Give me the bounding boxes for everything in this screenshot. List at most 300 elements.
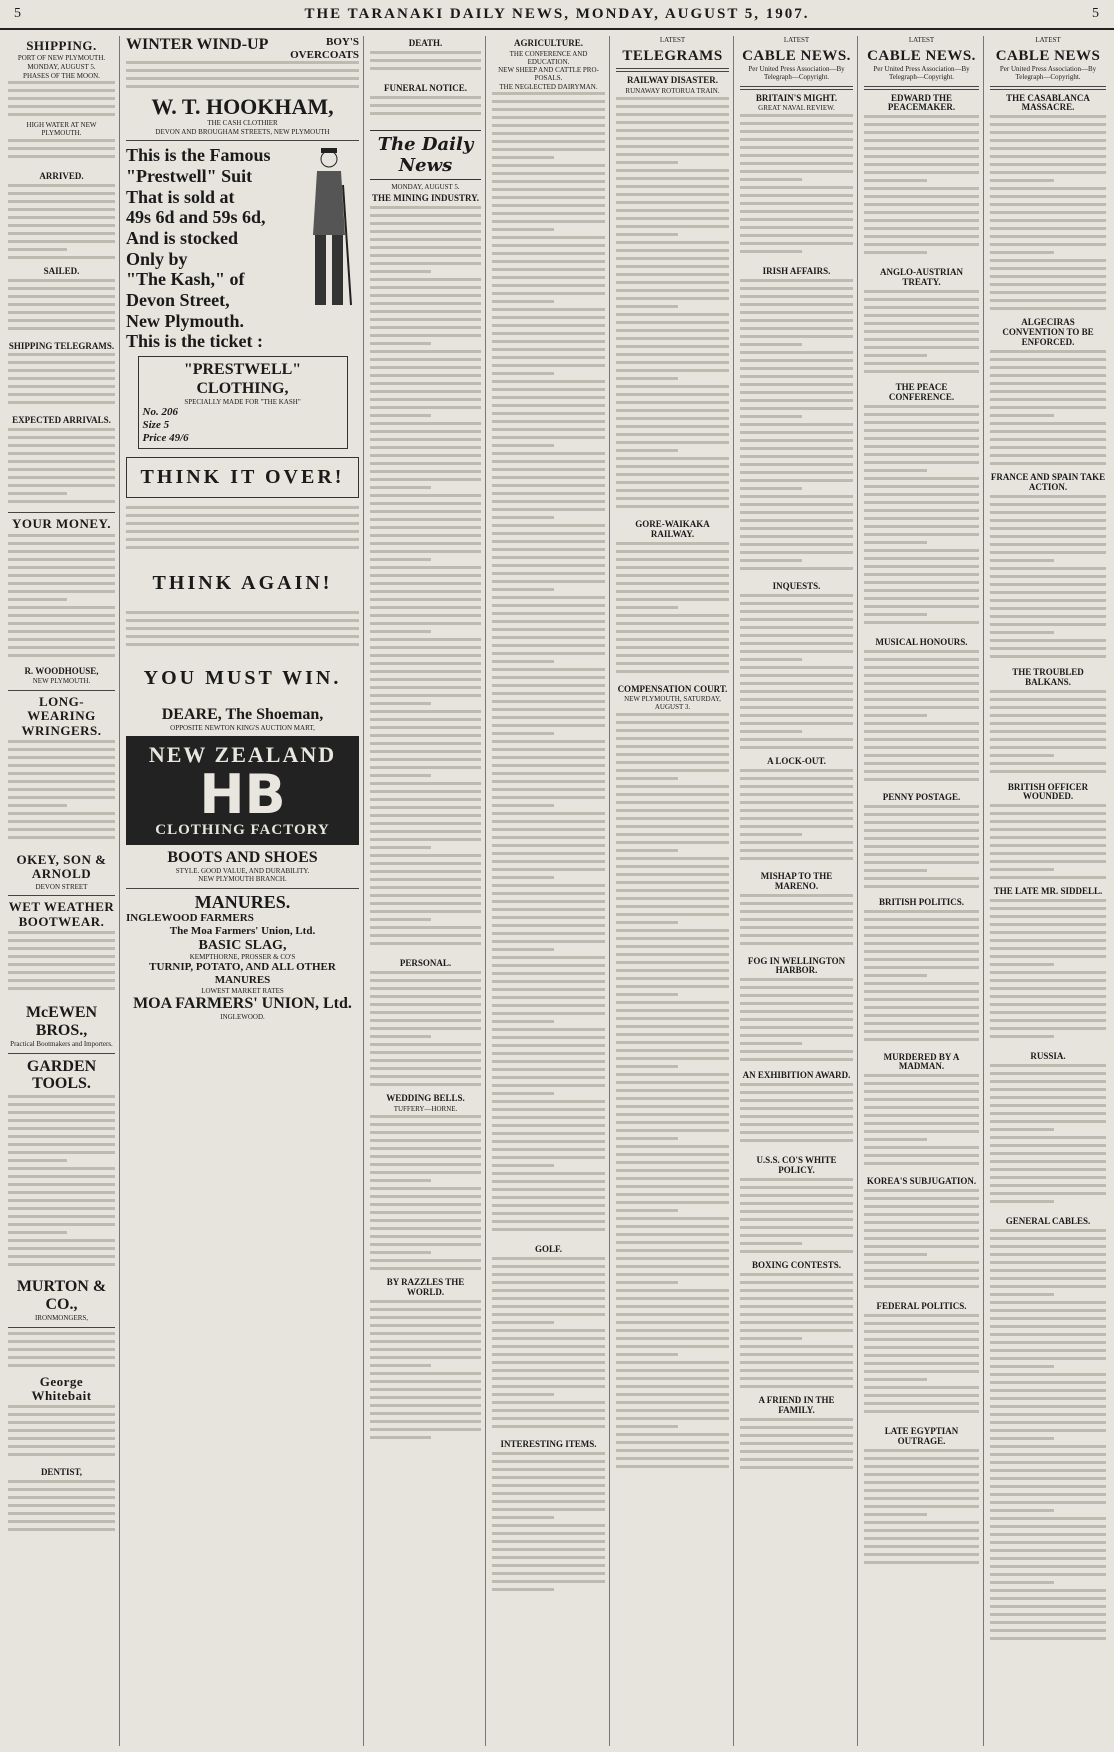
text-line-texture	[864, 421, 979, 424]
text-line-texture	[370, 542, 481, 545]
text-line-texture	[616, 1441, 729, 1444]
text-line-texture	[8, 327, 115, 330]
text-line-texture	[492, 828, 605, 831]
text-line-texture	[492, 460, 605, 463]
text-line-texture	[990, 754, 1054, 757]
text-line-texture	[616, 1185, 729, 1188]
text-line-texture	[370, 1251, 431, 1254]
text-line-texture	[990, 947, 1106, 950]
text-line-texture	[126, 85, 359, 88]
federal-heading: FEDERAL POLITICS.	[876, 1301, 967, 1312]
prestwell-line: New Plymouth.	[126, 310, 244, 331]
text-line-texture	[8, 987, 115, 990]
prestwell-line: And is stocked	[126, 228, 239, 248]
text-line-texture	[126, 514, 359, 517]
text-line-texture	[370, 686, 481, 689]
text-block	[990, 115, 1106, 315]
text-line-texture	[8, 764, 115, 767]
text-block	[8, 353, 115, 413]
text-line-texture	[492, 652, 605, 655]
text-line-texture	[864, 445, 979, 448]
text-line-texture	[492, 1281, 605, 1284]
text-line-texture	[8, 1421, 115, 1424]
text-line-texture	[990, 519, 1106, 522]
text-line-texture	[370, 438, 481, 441]
text-line-texture	[492, 1297, 605, 1300]
text-line-texture	[864, 974, 927, 977]
text-line-texture	[492, 1524, 605, 1527]
text-line-texture	[8, 192, 115, 195]
text-line-texture	[864, 131, 979, 134]
text-line-texture	[492, 180, 605, 183]
text-line-texture	[990, 1325, 1106, 1328]
text-line-texture	[740, 1353, 853, 1356]
text-line-texture	[616, 953, 729, 956]
text-line-texture	[740, 1139, 853, 1142]
text-line-texture	[740, 1273, 853, 1276]
text-line-texture	[370, 995, 481, 998]
text-line-texture	[990, 1357, 1106, 1360]
text-line-texture	[740, 1210, 853, 1213]
text-line-texture	[740, 359, 853, 362]
text-line-texture	[492, 1068, 605, 1071]
french-heading: FRANCE AND SPAIN TAKE ACTION.	[990, 472, 1106, 492]
text-line-texture	[864, 1537, 979, 1540]
text-line-texture	[8, 361, 115, 364]
tag-price: Price 49/6	[142, 431, 189, 444]
text-line-texture	[370, 694, 481, 697]
text-line-texture	[864, 1529, 979, 1532]
text-line-texture	[8, 1223, 115, 1226]
text-line-texture	[864, 770, 979, 773]
text-line-texture	[990, 211, 1106, 214]
text-line-texture	[740, 918, 853, 921]
text-line-texture	[990, 1128, 1054, 1131]
text-line-texture	[492, 428, 605, 431]
text-line-texture	[492, 1305, 605, 1308]
text-block	[990, 804, 1106, 884]
text-line-texture	[492, 1417, 605, 1420]
text-line-texture	[126, 61, 359, 64]
text-line-texture	[616, 1401, 729, 1404]
text-line-texture	[864, 966, 979, 969]
text-line-texture	[990, 235, 1106, 238]
text-line-texture	[864, 597, 979, 600]
text-line-texture	[616, 777, 678, 780]
text-line-texture	[990, 955, 1106, 958]
text-block	[370, 51, 481, 81]
text-line-texture	[616, 1409, 729, 1412]
text-block	[740, 114, 853, 264]
text-line-texture	[616, 1097, 729, 1100]
text-line-texture	[990, 438, 1106, 441]
text-line-texture	[740, 1450, 853, 1453]
text-line-texture	[864, 658, 979, 661]
text-line-texture	[492, 1337, 605, 1340]
text-line-texture	[370, 987, 481, 990]
text-line-texture	[370, 326, 481, 329]
text-line-texture	[8, 550, 115, 553]
text-block	[370, 206, 481, 956]
text-line-texture	[990, 1269, 1106, 1272]
text-line-texture	[740, 910, 853, 913]
text-line-texture	[492, 1108, 605, 1111]
text-line-texture	[740, 934, 853, 937]
text-line-texture	[740, 114, 853, 117]
text-line-texture	[616, 761, 729, 764]
text-line-texture	[990, 730, 1106, 733]
text-line-texture	[740, 242, 853, 245]
text-line-texture	[492, 1377, 605, 1380]
text-line-texture	[740, 1002, 853, 1005]
text-line-texture	[370, 96, 481, 99]
text-line-texture	[990, 251, 1054, 254]
text-line-texture	[492, 1012, 605, 1015]
text-line-texture	[492, 1164, 554, 1167]
text-line-texture	[990, 1144, 1106, 1147]
text-line-texture	[616, 1369, 729, 1372]
text-line-texture	[370, 1011, 481, 1014]
text-line-texture	[864, 674, 979, 677]
boxing-heading: BOXING CONTESTS.	[751, 1260, 842, 1271]
text-line-texture	[740, 1242, 802, 1245]
column-3	[366, 36, 486, 1746]
text-line-texture	[8, 654, 115, 657]
text-line-texture	[864, 805, 979, 808]
text-line-texture	[492, 636, 605, 639]
text-line-texture	[8, 1127, 115, 1130]
text-line-texture	[864, 541, 927, 544]
text-line-texture	[492, 1540, 605, 1543]
text-line-texture	[492, 1188, 605, 1191]
text-line-texture	[8, 1453, 115, 1456]
moa-heading: The Moa Farmers' Union, Ltd.	[169, 925, 316, 938]
text-line-texture	[990, 446, 1106, 449]
prestwell-line: "Prestwell" Suit	[126, 165, 253, 186]
text-line-texture	[8, 1413, 115, 1416]
text-line-texture	[990, 1381, 1106, 1384]
text-line-texture	[370, 1436, 431, 1439]
text-line-texture	[616, 257, 729, 260]
text-line-texture	[492, 964, 605, 967]
text-line-texture	[864, 690, 979, 693]
text-line-texture	[616, 841, 729, 844]
text-line-texture	[990, 1064, 1106, 1067]
text-line-texture	[492, 1204, 605, 1207]
text-line-texture	[616, 1025, 729, 1028]
text-line-texture	[8, 939, 115, 942]
masthead-title: THE TARANAKI DAILY NEWS, MONDAY, AUGUST 5, 1907.	[304, 5, 810, 22]
text-block	[864, 1074, 979, 1174]
text-line-texture	[616, 113, 729, 116]
text-line-texture	[616, 1049, 729, 1052]
text-line-texture	[126, 506, 359, 509]
text-line-texture	[616, 1321, 729, 1324]
text-line-texture	[616, 457, 729, 460]
text-line-texture	[616, 1457, 729, 1460]
hookham-name: W. T. HOOKHAM,	[151, 94, 334, 120]
text-line-texture	[990, 454, 1106, 457]
text-line-texture	[990, 1493, 1106, 1496]
text-line-texture	[370, 486, 431, 489]
text-line-texture	[8, 460, 115, 463]
text-line-texture	[740, 439, 853, 442]
text-line-texture	[492, 812, 605, 815]
text-line-texture	[616, 1201, 729, 1204]
text-line-texture	[492, 692, 605, 695]
text-line-texture	[370, 1364, 431, 1367]
text-line-texture	[492, 740, 605, 743]
text-line-texture	[864, 1237, 979, 1240]
text-line-texture	[616, 1273, 729, 1276]
text-line-texture	[492, 1353, 605, 1356]
text-line-texture	[740, 1058, 853, 1061]
text-line-texture	[616, 793, 729, 796]
text-line-texture	[740, 1281, 853, 1284]
text-line-texture	[990, 836, 1106, 839]
text-line-texture	[8, 369, 115, 372]
text-line-texture	[8, 319, 115, 322]
text-line-texture	[370, 462, 481, 465]
text-line-texture	[492, 556, 605, 559]
text-line-texture	[740, 327, 853, 330]
text-block	[8, 139, 115, 169]
deare-heading: DEARE, The Shoeman,	[161, 706, 324, 724]
text-line-texture	[990, 1003, 1106, 1006]
text-line-texture	[740, 1297, 853, 1300]
text-line-texture	[8, 1247, 115, 1250]
text-line-texture	[864, 211, 979, 214]
text-line-texture	[616, 97, 729, 100]
text-line-texture	[616, 377, 678, 380]
text-line-texture	[492, 404, 605, 407]
text-line-texture	[990, 1453, 1106, 1456]
text-line-texture	[492, 564, 605, 567]
text-line-texture	[864, 1354, 979, 1357]
text-line-texture	[864, 1138, 927, 1141]
text-line-texture	[370, 1412, 481, 1415]
text-line-texture	[370, 1340, 481, 1343]
text-line-texture	[990, 511, 1106, 514]
text-line-texture	[740, 1426, 853, 1429]
text-line-texture	[616, 1089, 729, 1092]
text-line-texture	[616, 353, 729, 356]
text-line-texture	[740, 666, 853, 669]
text-line-texture	[616, 937, 729, 940]
text-line-texture	[370, 366, 481, 369]
text-line-texture	[740, 519, 853, 522]
text-line-texture	[990, 422, 1106, 425]
text-line-texture	[864, 1106, 979, 1109]
text-line-texture	[8, 558, 115, 561]
text-line-texture	[864, 1253, 927, 1256]
text-line-texture	[370, 534, 481, 537]
text-line-texture	[864, 934, 979, 937]
text-line-texture	[370, 934, 481, 937]
text-line-texture	[616, 1305, 729, 1308]
text-line-texture	[370, 1019, 481, 1022]
text-line-texture	[990, 1333, 1106, 1336]
text-line-texture	[8, 1191, 115, 1194]
text-line-texture	[492, 948, 554, 951]
text-line-texture	[990, 1597, 1106, 1600]
text-line-texture	[616, 913, 729, 916]
text-line-texture	[864, 1314, 979, 1317]
text-line-texture	[616, 1113, 729, 1116]
text-line-texture	[616, 441, 729, 444]
text-line-texture	[370, 1075, 481, 1078]
text-line-texture	[990, 390, 1106, 393]
text-line-texture	[864, 362, 979, 365]
naval-sub: GREAT NAVAL REVIEW.	[758, 104, 835, 113]
text-line-texture	[864, 1386, 979, 1389]
text-line-texture	[370, 1043, 481, 1046]
text-line-texture	[990, 1637, 1106, 1640]
text-line-texture	[370, 550, 481, 553]
text-line-texture	[740, 994, 853, 997]
text-line-texture	[740, 202, 853, 205]
text-line-texture	[990, 406, 1106, 409]
text-line-texture	[370, 1163, 481, 1166]
text-line-texture	[492, 1468, 605, 1471]
text-line-texture	[740, 487, 802, 490]
text-line-texture	[8, 208, 115, 211]
text-line-texture	[864, 1261, 979, 1264]
text-line-texture	[864, 990, 979, 993]
golf-heading: GOLF.	[535, 1244, 562, 1255]
text-line-texture	[492, 1460, 605, 1463]
text-line-texture	[492, 892, 605, 895]
moon-heading: PHASES OF THE MOON.	[23, 71, 100, 80]
text-block	[740, 1178, 853, 1258]
text-line-texture	[740, 471, 853, 474]
text-line-texture	[8, 240, 115, 243]
text-line-texture	[492, 1393, 554, 1396]
murton-heading: MURTON & CO.,	[16, 1278, 107, 1313]
text-block	[740, 1418, 853, 1478]
text-line-texture	[370, 910, 481, 913]
text-block	[864, 650, 979, 790]
casablanca-heading: THE CASABLANCA MASSACRE.	[1006, 92, 1090, 113]
text-line-texture	[370, 979, 481, 982]
text-line-texture	[370, 574, 481, 577]
text-block	[370, 1115, 481, 1275]
text-line-texture	[492, 332, 605, 335]
text-line-texture	[864, 1521, 979, 1524]
text-line-texture	[864, 437, 979, 440]
text-line-texture	[616, 1017, 729, 1020]
text-line-texture	[370, 478, 481, 481]
text-line-texture	[492, 724, 605, 727]
text-line-texture	[616, 785, 729, 788]
text-line-texture	[616, 273, 729, 276]
text-line-texture	[740, 287, 853, 290]
price-ticket	[138, 356, 348, 449]
text-line-texture	[492, 916, 605, 919]
text-line-texture	[616, 670, 729, 673]
text-line-texture	[370, 510, 481, 513]
text-block	[616, 97, 729, 517]
text-line-texture	[492, 1044, 605, 1047]
text-line-texture	[864, 738, 979, 741]
manures-heading: MANURES.	[194, 891, 291, 912]
text-line-texture	[740, 543, 853, 546]
text-line-texture	[740, 399, 853, 402]
text-line-texture	[864, 998, 979, 1001]
text-line-texture	[740, 1305, 853, 1308]
text-line-texture	[740, 730, 802, 733]
text-line-texture	[740, 178, 802, 181]
text-line-texture	[8, 566, 115, 569]
text-line-texture	[990, 907, 1106, 910]
text-line-texture	[492, 1084, 605, 1087]
text-line-texture	[492, 1556, 605, 1559]
text-line-texture	[740, 375, 853, 378]
text-line-texture	[616, 281, 729, 284]
text-line-texture	[990, 804, 1106, 807]
text-line-texture	[740, 559, 802, 562]
text-line-texture	[8, 353, 115, 356]
text-line-texture	[990, 1525, 1106, 1528]
text-line-texture	[492, 1289, 605, 1292]
text-line-texture	[8, 780, 115, 783]
text-line-texture	[990, 1429, 1106, 1432]
text-block	[8, 1480, 115, 1540]
text-line-texture	[616, 1009, 729, 1012]
text-line-texture	[370, 758, 481, 761]
text-block	[8, 740, 115, 850]
text-line-texture	[864, 1205, 979, 1208]
text-line-texture	[864, 1449, 979, 1452]
text-line-texture	[864, 1322, 979, 1325]
text-line-texture	[616, 313, 729, 316]
text-line-texture	[492, 1484, 605, 1487]
text-line-texture	[740, 650, 853, 653]
text-line-texture	[8, 377, 115, 380]
text-line-texture	[990, 1229, 1106, 1232]
text-line-texture	[370, 710, 481, 713]
text-line-texture	[370, 67, 481, 70]
text-line-texture	[370, 854, 481, 857]
text-block	[8, 1332, 115, 1372]
text-line-texture	[740, 1123, 853, 1126]
text-line-texture	[864, 1038, 979, 1041]
text-line-texture	[864, 1561, 979, 1564]
text-line-texture	[990, 1389, 1106, 1392]
text-line-texture	[740, 1329, 853, 1332]
text-line-texture	[492, 1257, 605, 1260]
text-line-texture	[990, 414, 1054, 417]
boots-heading: WET WEATHER BOOTWEAR.	[8, 899, 115, 929]
text-line-texture	[864, 306, 979, 309]
text-line-texture	[740, 551, 853, 554]
text-line-texture	[492, 844, 605, 847]
text-line-texture	[990, 1317, 1106, 1320]
text-line-texture	[990, 139, 1106, 142]
text-line-texture	[616, 1289, 729, 1292]
text-line-texture	[492, 1516, 554, 1519]
text-line-texture	[8, 89, 115, 92]
text-line-texture	[492, 484, 605, 487]
text-line-texture	[616, 425, 729, 428]
text-line-texture	[370, 342, 431, 345]
latest-label: LATEST	[783, 36, 810, 44]
text-line-texture	[492, 604, 605, 607]
text-line-texture	[8, 971, 115, 974]
text-line-texture	[8, 1215, 115, 1218]
text-line-texture	[492, 596, 605, 599]
text-line-texture	[492, 1004, 605, 1007]
